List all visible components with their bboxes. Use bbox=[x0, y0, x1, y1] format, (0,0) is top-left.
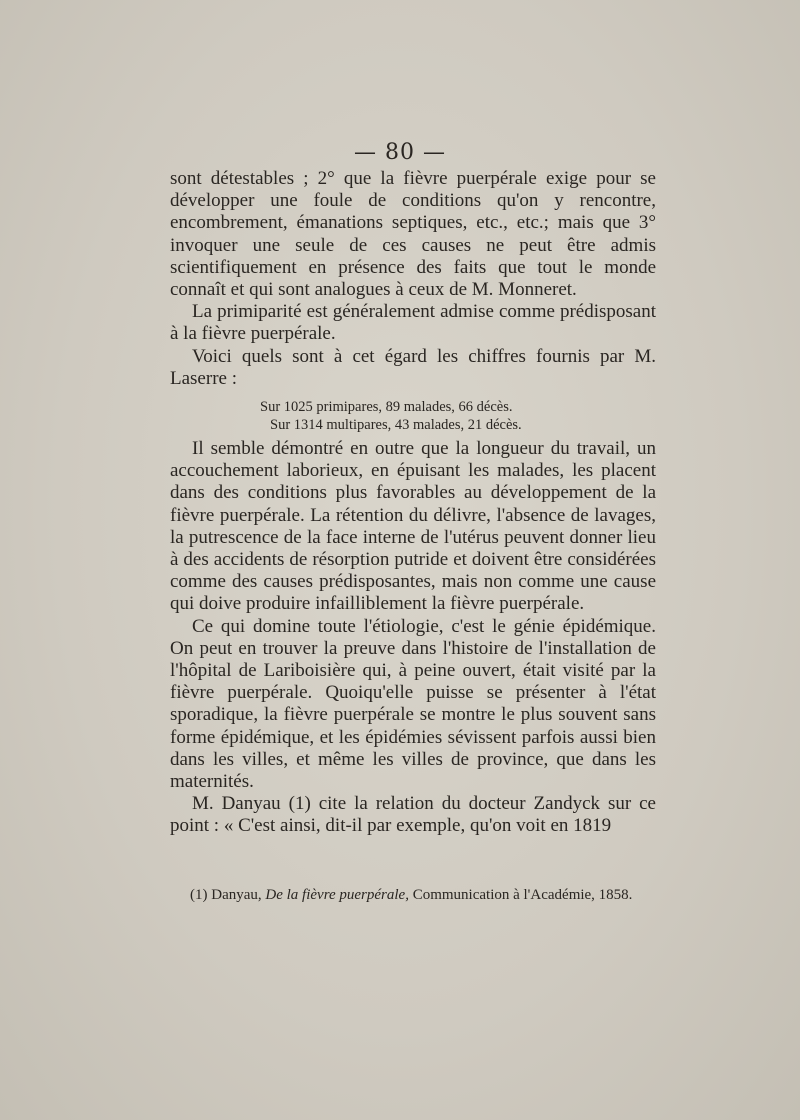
footnote-marker: (1) Danyau, bbox=[190, 887, 262, 903]
paragraph-3: Voici quels sont à cet égard les chiffres fournis par M. Laserre : bbox=[170, 345, 656, 389]
paragraph-6: M. Danyau (1) cite la relation du docteur Zandyck sur ce point : « C'est ainsi, dit-il par exemple, qu'on voit en 1819 bbox=[170, 793, 656, 837]
page-number: — 80 — bbox=[354, 140, 446, 165]
paragraph-1: sont détestables ; 2° que la fièvre puerpérale exige pour se développer une foule de conditions qu'on y rencontre, encombrement, émanations septiques, etc., etc.; mais que 3° invoquer une seule de ces causes ne peut être admis scientifiquement en présence des faits que tout le monde connaît et qui sont analogues à ceux de M. Monneret. bbox=[170, 168, 656, 301]
footnote-title: De la fièvre puerpérale, bbox=[265, 887, 409, 903]
footnote bbox=[190, 886, 660, 904]
paragraph-2: La primiparité est généralement admise comme prédisposant à la fièvre puerpérale. bbox=[170, 301, 656, 345]
body-text bbox=[170, 168, 656, 838]
paragraph-4: Il semble démontré en outre que la longueur du travail, un accouchement laborieux, en épuisant les malades, les placent dans des conditions plus favorables au développement de la fièvre puerpérale. La rétention du délivre, l'absence de lavages, la putrescence de la face interne de l'utérus peuvent donner lieu à des accidents de résorption putride et doivent être considérées comme des causes prédisposantes, mais non comme une cause qui doive produire infailliblement la fièvre puerpérale. bbox=[170, 438, 656, 615]
stats-multipares: Sur 1314 multipares, 43 malades, 21 décès. bbox=[270, 417, 522, 434]
paragraph-5: Ce qui domine toute l'étiologie, c'est le génie épidémique. On peut en trouver la preuve dans l'histoire de l'installation de l'hôpital de Lariboisière qui, à peine ouvert, était visité par la fièvre puerpérale. Quoiqu'elle puisse se présenter à l'état sporadique, la fièvre puerpérale se montre le plus souvent sans forme épidémique, et les épidémies sévissent parfois aussi bien dans les villes, et même les villes de province, que dans les maternités. bbox=[170, 615, 656, 793]
footnote-rest: Communication à l'Académie, 1858. bbox=[412, 887, 633, 903]
stats-primipares: Sur 1025 primipares, 89 malades, 66 décès. bbox=[260, 399, 513, 416]
statistics-block bbox=[260, 398, 656, 434]
